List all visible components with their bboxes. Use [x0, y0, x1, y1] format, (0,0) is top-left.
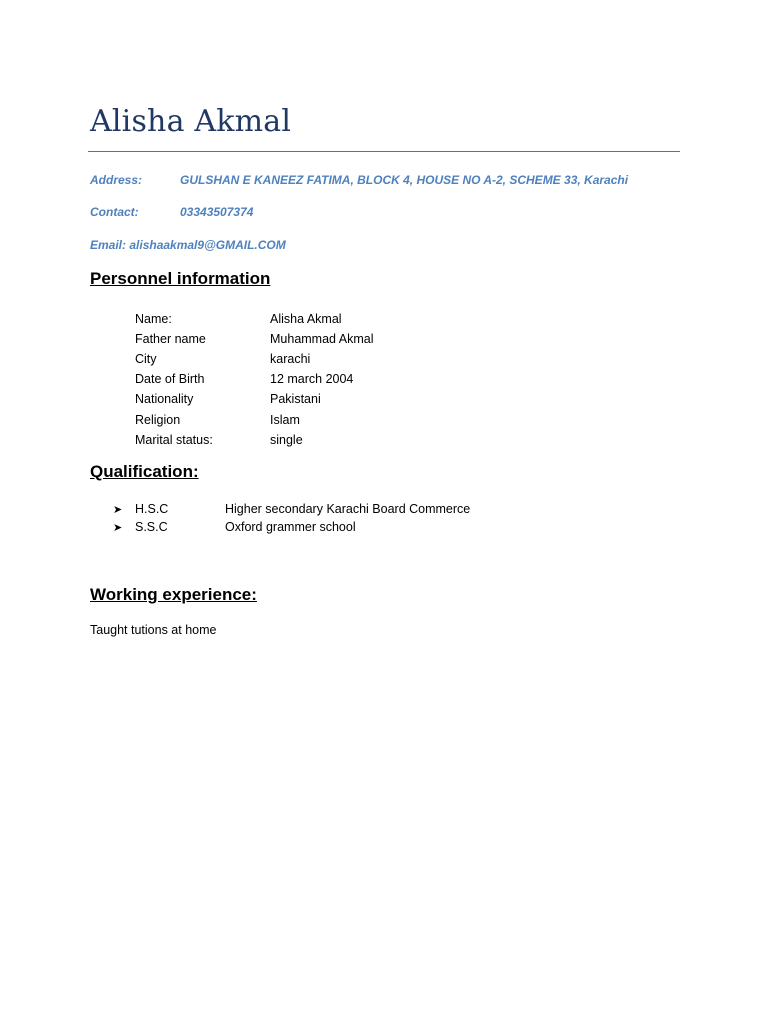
info-row [135, 329, 374, 349]
info-row [135, 409, 374, 429]
arrowhead-bullet-icon: ➤ [113, 503, 123, 516]
email-line: Email: alishaakmal9@GMAIL.COM [90, 238, 286, 252]
qualification-item [113, 518, 470, 536]
info-value: Pakistani [270, 392, 321, 407]
resume-name-title: Alisha Akmal [90, 104, 292, 139]
info-label: Nationality [135, 392, 194, 407]
info-value: Muhammad Akmal [270, 332, 374, 347]
contact-value: 03343507374 [180, 205, 254, 219]
info-label: Religion [135, 412, 181, 427]
info-row [135, 389, 374, 409]
experience-text: Taught tutions at home [90, 623, 217, 637]
info-row [135, 309, 374, 329]
title-divider [88, 151, 680, 152]
info-label: Marital status: [135, 432, 213, 447]
personal-info-table [135, 309, 374, 450]
experience-heading: Working experience: [90, 585, 257, 604]
qualification-level: S.S.C [135, 520, 168, 534]
info-value: Islam [270, 412, 300, 427]
info-value: 12 march 2004 [270, 372, 354, 387]
personal-info-heading: Personnel information [90, 269, 271, 288]
info-label: Name: [135, 312, 172, 327]
address-line [90, 173, 628, 187]
address-value: GULSHAN E KANEEZ FATIMA, BLOCK 4, HOUSE NO A-2, SCHEME 33, Karachi [180, 173, 629, 187]
info-row [135, 349, 374, 369]
qualification-heading: Qualification: [90, 462, 199, 481]
contact-label: Contact: [90, 205, 139, 219]
info-value: Alisha Akmal [270, 312, 342, 327]
arrowhead-bullet-icon: ➤ [113, 521, 123, 534]
qualification-detail: Oxford grammer school [225, 520, 356, 534]
qualification-level: H.S.C [135, 502, 169, 516]
info-value: single [270, 432, 303, 447]
qualification-detail: Higher secondary Karachi Board Commerce [225, 502, 471, 516]
address-label: Address: [90, 173, 143, 187]
info-row [135, 369, 374, 389]
info-value: karachi [270, 352, 311, 367]
qualification-item [113, 500, 470, 518]
contact-line [90, 205, 253, 219]
info-label: Father name [135, 332, 206, 347]
info-label: Date of Birth [135, 372, 205, 387]
info-label: City [135, 352, 157, 367]
info-row [135, 430, 374, 450]
qualification-list [113, 500, 470, 536]
